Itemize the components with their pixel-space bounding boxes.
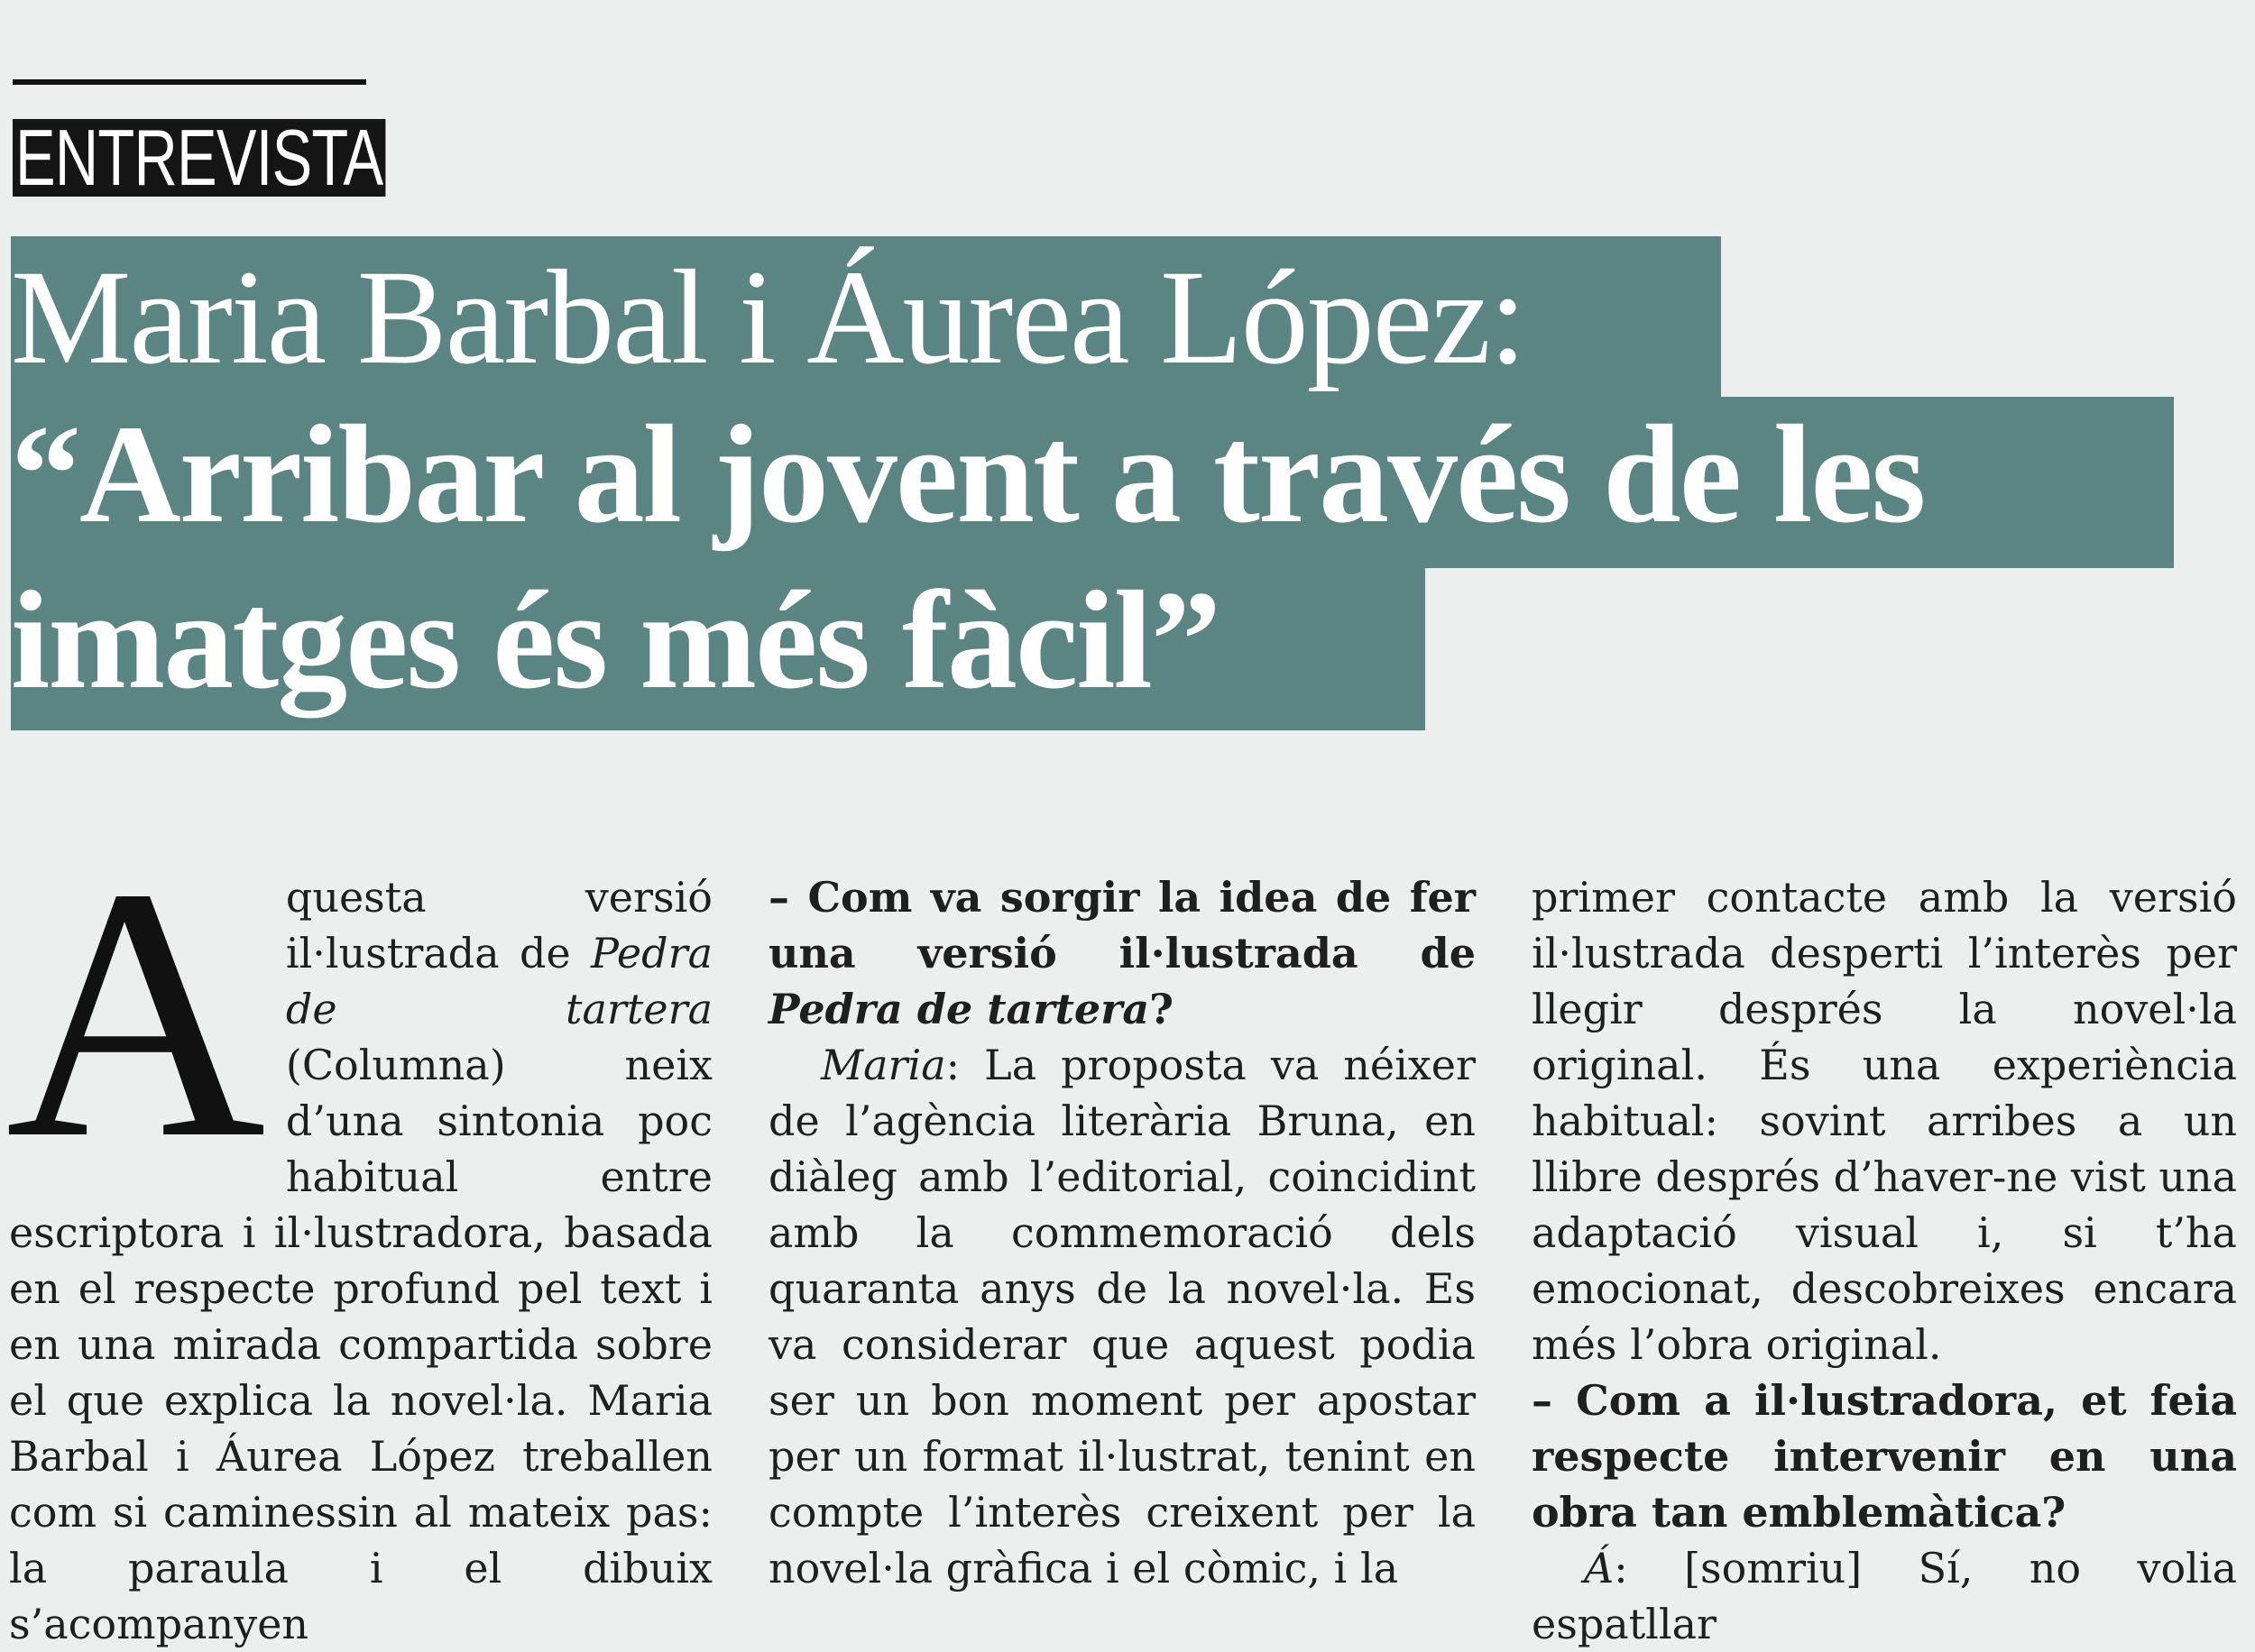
headline-quote-line-2: imatges és més fàcil” [11, 562, 1220, 718]
book-title: Pedra de tartera [769, 985, 1150, 1033]
article-column-1 [5, 813, 713, 1652]
speaker-name: Maria [821, 1041, 946, 1089]
question-2: – Com a il·lustradora, et feia respecte intervenir en una obra tan emblemàtica? [1532, 1376, 2237, 1537]
article-column-3 [1532, 869, 2237, 1652]
drop-cap: A [5, 813, 266, 1213]
answer-continuation: primer contacte amb la versió il·lustrada desperti l’interès per llegir després la novel·la original. És una experiència habitual: sovint arribes a un llibre després d’haver-ne vist una adaptació visual i, si t’ha emocionat, descobreixes encara més l’obra original. [1532, 873, 2237, 1369]
answer-1: Maria: La proposta va néixer de l’agència literària Bruna, en diàleg amb l’editorial, coincidint amb la commemoració dels quaranta anys de la novel·la. Es va considerar que aquest podia ser un bon moment per apostar per un format il·lustrat, tenint en compte l’interès creixent per la novel·la gràfica i el còmic, i la [769, 1041, 1476, 1592]
question-1: – Com va sorgir la idea de fer una versió il·lustrada de Pedra de tartera? [769, 873, 1476, 1033]
speaker-initial: Á [1584, 1544, 1615, 1592]
section-label: ENTREVISTA [13, 119, 385, 197]
book-title: Pedra de tartera [285, 929, 713, 1033]
answer-2: Á: [somriu] Sí, no volia espatllar [1532, 1544, 2237, 1648]
article-column-2 [769, 869, 1476, 1596]
headline-names: Maria Barbal i Áurea López: [11, 243, 1525, 392]
intro-paragraph: Aquesta versió il·lustrada de Pedra de tartera (Columna) neix d’una sintonia poc habitual entre escriptora i il·lustradora, basada en el respecte profund pel text i en una mirada compartida sobre el que explica la novel·la. Maria Barbal i Áurea López treballen com si caminessin al mateix pas: la paraula i el dibuix s’acompanyen [5, 813, 713, 1648]
section-rule [13, 79, 366, 85]
headline-quote-line-1: “Arribar al jovent a través de les [11, 396, 1925, 552]
